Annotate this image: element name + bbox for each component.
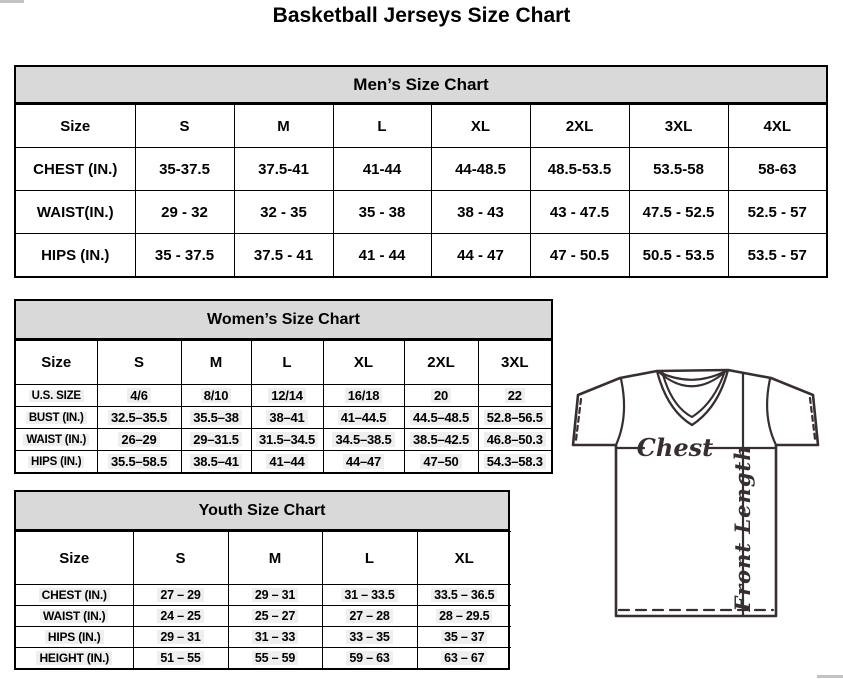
- youth-table-title: Youth Size Chart: [16, 492, 508, 531]
- cell-value-text: 20: [431, 388, 451, 403]
- cell-value-text: 44.5–48.5: [410, 410, 472, 425]
- cell-value-text: 51 – 55: [157, 651, 203, 665]
- data-cell: [530, 234, 629, 277]
- row-label-cell: [16, 429, 97, 451]
- data-cell: [478, 407, 551, 429]
- cell-value-text: 26–29: [118, 432, 159, 447]
- data-cell: [135, 148, 234, 191]
- column-header-text: Size: [60, 117, 91, 135]
- bottom-right-edge-artifact: [817, 675, 843, 678]
- table-row: [16, 429, 551, 451]
- youth-size-chart-section: [14, 490, 510, 670]
- womens-size-table: [16, 340, 551, 472]
- data-cell: [323, 451, 404, 473]
- table-row: [16, 606, 511, 627]
- cell-value-text: 53.5-58: [653, 160, 704, 178]
- cell-value-text: 32.5–35.5: [108, 410, 170, 425]
- row-label-cell: [16, 648, 133, 669]
- cell-value-text: HIPS (IN.): [41, 246, 110, 264]
- data-cell: [629, 148, 728, 191]
- cell-value-text: 63 – 67: [441, 651, 487, 665]
- column-header-text: 2XL: [565, 117, 594, 135]
- table-row: [16, 648, 511, 669]
- data-cell: [333, 234, 431, 277]
- cell-value-text: U.S. SIZE: [29, 390, 84, 402]
- data-cell: [97, 407, 181, 429]
- row-label-cell: [16, 585, 133, 606]
- cell-value-text: 35-37.5: [159, 160, 210, 178]
- data-cell: [228, 606, 322, 627]
- data-cell: [181, 407, 251, 429]
- cell-value-text: 59 – 63: [346, 651, 392, 665]
- column-header-text: Size: [41, 354, 72, 371]
- data-cell: [228, 648, 322, 669]
- data-cell: [404, 407, 478, 429]
- chest-label: Chest: [636, 433, 714, 462]
- data-cell: [322, 627, 417, 648]
- cell-value-text: HEIGHT (IN.): [36, 651, 112, 665]
- column-header-text: M: [268, 549, 282, 567]
- cell-value-text: 43 - 47.5: [549, 203, 610, 221]
- row-label-cell: [16, 148, 135, 191]
- column-header-text: XL: [454, 549, 474, 567]
- data-cell: [417, 606, 511, 627]
- cell-value-text: WAIST (IN.): [23, 434, 89, 446]
- row-label-cell: [16, 407, 97, 429]
- cell-value-text: 28 – 29.5: [436, 609, 492, 623]
- cell-value-text: 12/14: [268, 388, 306, 403]
- cell-value-text: 54.3–58.3: [484, 454, 546, 469]
- cell-value-text: HIPS (IN.): [28, 456, 84, 468]
- cell-value-text: 44-48.5: [455, 160, 506, 178]
- cell-value-text: 35 - 37.5: [154, 246, 215, 264]
- data-cell: [97, 429, 181, 451]
- cell-value-text: 38.5–41: [190, 454, 242, 469]
- cell-value-text: 58-63: [758, 160, 797, 178]
- cell-value-text: 16/18: [345, 388, 383, 403]
- cell-value-text: 31.5–34.5: [256, 432, 318, 447]
- data-cell: [135, 191, 234, 234]
- column-header-text: 3XL: [664, 117, 693, 135]
- cell-value-text: 41–44: [266, 454, 307, 469]
- column-header-text: XL: [353, 354, 374, 371]
- data-cell: [135, 234, 234, 277]
- data-cell: [417, 627, 511, 648]
- cell-value-text: 47 - 50.5: [549, 246, 610, 264]
- mens-size-chart-section: [14, 65, 828, 278]
- cell-value-text: 52.8–56.5: [484, 410, 546, 425]
- cell-value-text: WAIST (IN.): [40, 609, 108, 623]
- table-row: [16, 627, 511, 648]
- column-header-text: M: [209, 354, 223, 371]
- mens-table-title: Men’s Size Chart: [16, 67, 826, 104]
- data-cell: [97, 385, 181, 407]
- header-cell: [417, 532, 511, 585]
- cell-value-text: 52.5 - 57: [747, 203, 807, 221]
- cell-value-text: 38–41: [266, 410, 307, 425]
- cell-value-text: 41–44.5: [338, 410, 390, 425]
- data-cell: [530, 191, 629, 234]
- cell-value-text: 31 – 33.5: [341, 588, 397, 602]
- cell-value-text: 29–31.5: [190, 432, 242, 447]
- cell-value-text: 47.5 - 52.5: [642, 203, 715, 221]
- data-cell: [228, 585, 322, 606]
- cell-value-text: 46.8–50.3: [484, 432, 546, 447]
- cell-value-text: 29 – 31: [252, 588, 298, 602]
- cell-value-text: 55 – 59: [252, 651, 298, 665]
- data-cell: [530, 148, 629, 191]
- cell-value-text: 44–47: [343, 454, 384, 469]
- data-cell: [133, 627, 228, 648]
- header-cell: [323, 341, 404, 385]
- column-header-text: S: [133, 354, 144, 371]
- header-cell: [251, 341, 323, 385]
- table-row: [16, 191, 826, 234]
- cell-value-text: 22: [505, 388, 525, 403]
- column-header-text: S: [179, 117, 190, 135]
- bottom-left-edge-artifact: [0, 0, 24, 3]
- column-header-text: L: [377, 117, 387, 135]
- data-cell: [251, 429, 323, 451]
- cell-value-text: 8/10: [201, 388, 232, 403]
- row-label-cell: [16, 191, 135, 234]
- data-cell: [181, 385, 251, 407]
- table-row: [16, 234, 826, 277]
- data-cell: [323, 385, 404, 407]
- jersey-measurement-diagram: [560, 368, 834, 622]
- column-header-text: 2XL: [427, 354, 455, 371]
- table-row: [16, 451, 551, 473]
- column-header-text: L: [364, 549, 375, 567]
- header-cell: [133, 532, 228, 585]
- cell-value-text: 27 – 28: [346, 609, 392, 623]
- table-row: [16, 148, 826, 191]
- data-cell: [431, 148, 530, 191]
- table-row: [16, 385, 551, 407]
- cell-value-text: 27 – 29: [157, 588, 203, 602]
- cell-value-text: 33.5 – 36.5: [431, 588, 497, 602]
- cell-value-text: 48.5-53.5: [547, 160, 612, 178]
- header-row: [16, 532, 511, 585]
- row-label-cell: [16, 385, 97, 407]
- data-cell: [478, 451, 551, 473]
- data-cell: [417, 648, 511, 669]
- data-cell: [431, 234, 530, 277]
- jersey-outline: [573, 370, 818, 616]
- page-title: Basketball Jerseys Size Chart: [272, 4, 571, 27]
- data-cell: [478, 385, 551, 407]
- data-cell: [133, 606, 228, 627]
- cell-value-text: 47–50: [420, 454, 461, 469]
- data-cell: [323, 407, 404, 429]
- data-cell: [417, 585, 511, 606]
- row-label-cell: [16, 234, 135, 277]
- data-cell: [181, 451, 251, 473]
- cell-value-text: 4/6: [127, 388, 150, 403]
- cell-value-text: 44 - 47: [457, 246, 504, 264]
- mens-size-table: [16, 104, 826, 276]
- header-cell: [16, 105, 135, 148]
- cell-value-text: 53.5 - 57: [747, 246, 807, 264]
- cell-value-text: 41-44: [362, 160, 402, 178]
- cell-value-text: 34.5–38.5: [332, 432, 394, 447]
- cell-value-text: 32 - 35: [260, 203, 307, 221]
- front-length-label: Front Length: [730, 444, 755, 612]
- data-cell: [251, 407, 323, 429]
- header-cell: [431, 105, 530, 148]
- womens-size-chart-section: [14, 299, 553, 474]
- data-cell: [728, 148, 826, 191]
- header-cell: [728, 105, 826, 148]
- data-cell: [629, 234, 728, 277]
- cell-value-text: 31 – 33: [252, 630, 298, 644]
- data-cell: [234, 234, 333, 277]
- row-label-cell: [16, 606, 133, 627]
- data-cell: [404, 451, 478, 473]
- cell-value-text: BUST (IN.): [26, 412, 87, 424]
- cell-value-text: 35.5–38: [190, 410, 242, 425]
- data-cell: [251, 385, 323, 407]
- data-cell: [322, 606, 417, 627]
- column-header-text: 3XL: [500, 354, 529, 371]
- cell-value-text: 37.5 - 41: [253, 246, 314, 264]
- row-label-cell: [16, 451, 97, 473]
- right-sleeve-seam: [767, 379, 776, 445]
- cell-value-text: 29 - 32: [161, 203, 208, 221]
- data-cell: [404, 429, 478, 451]
- table-row: [16, 585, 511, 606]
- data-cell: [333, 148, 431, 191]
- data-cell: [97, 451, 181, 473]
- cell-value-text: CHEST (IN.): [39, 588, 110, 602]
- column-header-text: XL: [470, 117, 491, 135]
- header-cell: [530, 105, 629, 148]
- header-cell: [404, 341, 478, 385]
- data-cell: [404, 385, 478, 407]
- data-cell: [228, 627, 322, 648]
- cell-value-text: 35 – 37: [441, 630, 487, 644]
- header-row: [16, 341, 551, 385]
- cell-value-text: 38 - 43: [457, 203, 504, 221]
- column-header-text: L: [282, 354, 292, 371]
- data-cell: [322, 648, 417, 669]
- data-cell: [629, 191, 728, 234]
- header-cell: [16, 532, 133, 585]
- row-label-cell: [16, 627, 133, 648]
- cell-value-text: HIPS (IN.): [45, 630, 104, 644]
- column-header-text: S: [175, 549, 186, 567]
- column-header-text: Size: [59, 549, 90, 567]
- header-cell: [629, 105, 728, 148]
- cell-value-text: 29 – 31: [157, 630, 203, 644]
- column-header-text: 4XL: [763, 117, 791, 135]
- header-cell: [228, 532, 322, 585]
- header-cell: [16, 341, 97, 385]
- data-cell: [181, 429, 251, 451]
- data-cell: [728, 234, 826, 277]
- cell-value-text: CHEST (IN.): [33, 160, 118, 178]
- header-cell: [181, 341, 251, 385]
- header-cell: [478, 341, 551, 385]
- cell-value-text: 35 - 38: [358, 203, 406, 221]
- cell-value-text: 41 - 44: [358, 246, 406, 264]
- data-cell: [323, 429, 404, 451]
- youth-size-table: [16, 531, 511, 668]
- womens-table-title: Women’s Size Chart: [16, 301, 551, 340]
- cell-value-text: 37.5-41: [258, 160, 309, 178]
- left-sleeve-seam: [616, 379, 624, 445]
- header-row: [16, 105, 826, 148]
- data-cell: [234, 191, 333, 234]
- cell-value-text: WAIST(IN.): [36, 203, 114, 221]
- cell-value-text: 24 – 25: [157, 609, 203, 623]
- column-header-text: M: [277, 117, 290, 135]
- cell-value-text: 35.5–58.5: [108, 454, 170, 469]
- data-cell: [333, 191, 431, 234]
- data-cell: [133, 648, 228, 669]
- header-cell: [135, 105, 234, 148]
- header-cell: [97, 341, 181, 385]
- data-cell: [728, 191, 826, 234]
- data-cell: [322, 585, 417, 606]
- cell-value-text: 25 – 27: [252, 609, 298, 623]
- cell-value-text: 50.5 - 53.5: [642, 246, 715, 264]
- data-cell: [431, 191, 530, 234]
- header-cell: [322, 532, 417, 585]
- data-cell: [251, 451, 323, 473]
- data-cell: [478, 429, 551, 451]
- header-cell: [234, 105, 333, 148]
- cell-value-text: 38.5–42.5: [410, 432, 472, 447]
- table-row: [16, 407, 551, 429]
- data-cell: [234, 148, 333, 191]
- header-cell: [333, 105, 431, 148]
- cell-value-text: 33 – 35: [346, 630, 392, 644]
- data-cell: [133, 585, 228, 606]
